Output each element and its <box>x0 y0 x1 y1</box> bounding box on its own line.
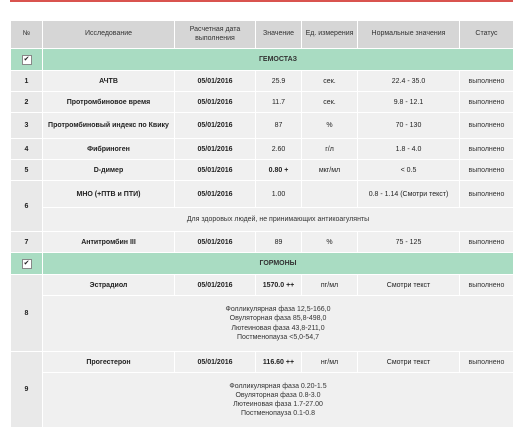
col-header-value[interactable]: Значение <box>256 21 302 49</box>
row-norm: 75 - 125 <box>358 232 460 253</box>
row-num: 8 <box>11 275 43 352</box>
col-header-norm[interactable]: Нормальные значения <box>358 21 460 49</box>
row-date: 05/01/2016 <box>175 181 256 208</box>
row-study: Эстрадиол <box>43 275 175 296</box>
row-num: 3 <box>11 113 43 139</box>
row-status: выполнено <box>460 232 514 253</box>
table-row <box>11 71 514 92</box>
row-status: выполнено <box>460 92 514 113</box>
row-date: 05/01/2016 <box>175 275 256 296</box>
note-line: Фолликулярная фаза 12,5-166,0 <box>225 306 331 314</box>
group-checkbox[interactable] <box>11 49 43 71</box>
group-title: ГЕМОСТАЗ <box>43 49 514 71</box>
row-unit: нг/мл <box>302 352 358 373</box>
row-study: Протромбиновый индекс по Квику <box>43 113 175 139</box>
row-num: 4 <box>11 139 43 160</box>
row-study: АЧТВ <box>43 71 175 92</box>
row-study: Прогестерон <box>43 352 175 373</box>
table-header-row <box>11 21 514 49</box>
row-date: 05/01/2016 <box>175 92 256 113</box>
note-line: Постменопауза <5,0-54,7 <box>236 333 320 341</box>
row-unit: сек. <box>302 92 358 113</box>
results-table <box>10 20 514 428</box>
row-date: 05/01/2016 <box>175 139 256 160</box>
note-line: Овуляторная фаза 85,8-498,0 <box>229 315 327 323</box>
note-line: Постменопаузa 0.1-0.8 <box>240 410 316 418</box>
row-num: 2 <box>11 92 43 113</box>
table-row <box>11 139 514 160</box>
row-note <box>11 373 514 428</box>
row-norm: 1.8 - 4.0 <box>358 139 460 160</box>
row-study: Фибриноген <box>43 139 175 160</box>
group-title: ГОРМОНЫ <box>43 253 514 275</box>
group-row-hemostasis <box>11 49 514 71</box>
row-study: Протромбиновое время <box>43 92 175 113</box>
col-header-study[interactable]: Исследование <box>43 21 175 49</box>
row-value: 116.60 ++ <box>256 352 302 373</box>
checkbox-checked-icon[interactable]: ✔ <box>22 55 32 65</box>
row-norm: Смотри текст <box>358 352 460 373</box>
row-status: выполнено <box>460 181 514 208</box>
row-status: выполнено <box>460 352 514 373</box>
table-row <box>11 352 514 373</box>
table-row <box>11 232 514 253</box>
row-unit: сек. <box>302 71 358 92</box>
row-value: 89 <box>256 232 302 253</box>
note-line: Лютеиновая фаза 43,8-211,0 <box>231 324 325 332</box>
row-date: 05/01/2016 <box>175 71 256 92</box>
row-status: выполнено <box>460 160 514 181</box>
row-unit: мкг/мл <box>302 160 358 181</box>
row-num: 5 <box>11 160 43 181</box>
col-header-num: № <box>11 21 43 49</box>
table-row <box>11 160 514 181</box>
row-num: 6 <box>11 181 43 232</box>
row-date: 05/01/2016 <box>175 113 256 139</box>
table-row <box>11 113 514 139</box>
row-status: выполнено <box>460 113 514 139</box>
note-line: Лютеиновая фаза 1.7-27.00 <box>233 401 323 408</box>
row-norm: 22.4 - 35.0 <box>358 71 460 92</box>
row-unit: % <box>302 113 358 139</box>
row-study: МНО (+ПТВ и ПТИ) <box>43 181 175 208</box>
table-row <box>11 275 514 296</box>
row-study: D-димер <box>43 160 175 181</box>
row-norm: Смотри текст <box>358 275 460 296</box>
row-value: 25.9 <box>256 71 302 92</box>
row-unit: % <box>302 232 358 253</box>
row-unit: пг/мл <box>302 275 358 296</box>
row-status: выполнено <box>460 275 514 296</box>
row-value: 11.7 <box>256 92 302 113</box>
group-checkbox[interactable] <box>11 253 43 275</box>
row-num: 9 <box>11 352 43 428</box>
row-date: 05/01/2016 <box>175 160 256 181</box>
row-value: 2.60 <box>256 139 302 160</box>
table-row <box>11 181 514 208</box>
row-note-text <box>43 373 514 428</box>
row-num: 1 <box>11 71 43 92</box>
table-row <box>11 92 514 113</box>
row-norm: 70 - 130 <box>358 113 460 139</box>
row-value: 87 <box>256 113 302 139</box>
row-value: 1.00 <box>256 181 302 208</box>
row-unit: г/л <box>302 139 358 160</box>
row-norm: < 0.5 <box>358 160 460 181</box>
top-accent-line <box>10 0 513 2</box>
row-norm: 0.8 - 1.14 (Смотри текст) <box>358 181 460 208</box>
col-header-unit[interactable]: Ед. измерения <box>302 21 358 49</box>
row-value: 1570.0 ++ <box>256 275 302 296</box>
row-num: 7 <box>11 232 43 253</box>
row-date: 05/01/2016 <box>175 352 256 373</box>
note-line: Фолликулярная фаза 0.20-1.5 <box>229 382 327 390</box>
group-row-hormones <box>11 253 514 275</box>
row-status: выполнено <box>460 139 514 160</box>
col-header-date[interactable]: Расчетная дата выполнения <box>175 21 256 49</box>
row-status: выполнено <box>460 71 514 92</box>
row-unit <box>302 181 358 208</box>
note-line: Овуляторная фаза 0.8-3.0 <box>235 391 321 399</box>
col-header-status[interactable]: Статус <box>460 21 514 49</box>
row-note <box>11 208 514 232</box>
row-note-text <box>43 296 514 352</box>
row-norm: 9.8 - 12.1 <box>358 92 460 113</box>
row-note <box>11 296 514 352</box>
row-date: 05/01/2016 <box>175 232 256 253</box>
row-study: Антитромбин III <box>43 232 175 253</box>
checkbox-checked-icon[interactable]: ✔ <box>22 259 32 269</box>
row-note-text: Для здоровых людей, не принимающих антикоагулянты <box>43 208 514 232</box>
row-value: 0.80 + <box>256 160 302 181</box>
